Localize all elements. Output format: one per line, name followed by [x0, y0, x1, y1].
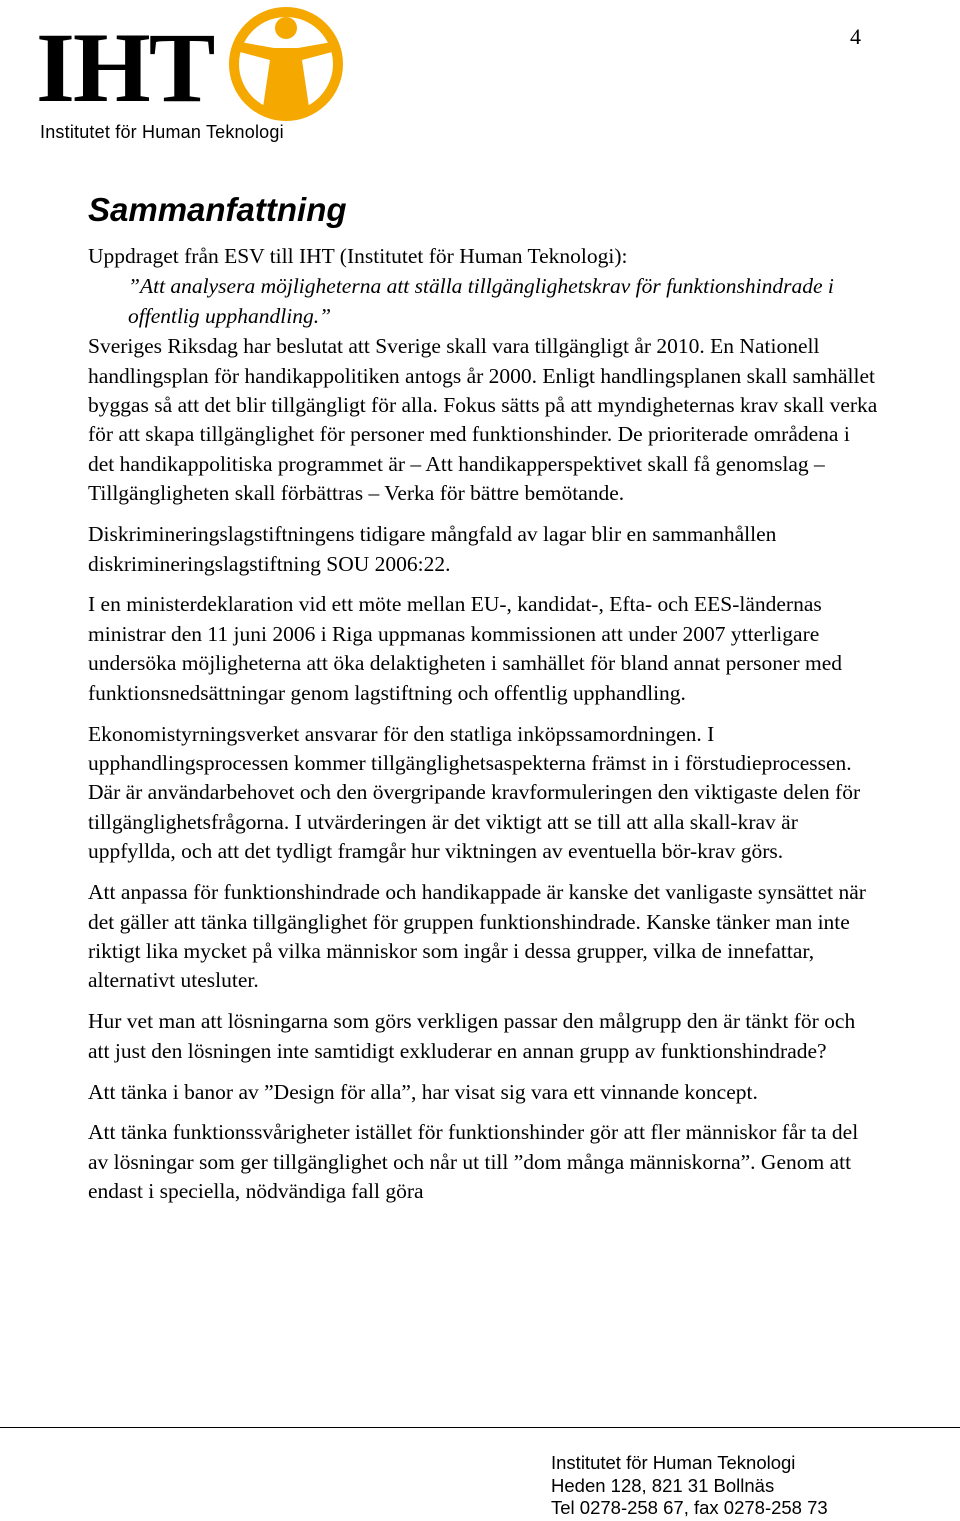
body-paragraph: Ekonomistyrningsverket ansvarar för den statliga inköpssamordningen. I upphandlingsprocessen kommer tillgänglighetsaspekterna främst in i förstudieprocessen. Där är användarbehovet och den övergripande kravformuleringen den viktigaste delen för tillgänglighetsfrågorna. I utvärderingen är det viktigt att se till att alla skall-krav är uppfyllda, och att det tydligt framgår hur viktningen av eventuella bör-krav görs.: [88, 721, 861, 864]
body-paragraph: Sveriges Riksdag har beslutat att Sverige skall vara tillgängligt år 2010. En Nationell handlingsplan för handikappolitiken antogs år 2000. Enligt handlingsplanen skall samhället byggas så att det blir tillgängligt för alla. Fokus sätts på att myndigheternas krav skall verka för att skapa tillgänglighet för personer med funktionshinder. De prioriterade områdena i det handikappolitiska programmet är – Att handikapperspektivet skall få genomslag – Tillgängligheten skall förbättras – Verka för bättre bemötande.: [88, 334, 878, 506]
body-paragraph: I en ministerdeklaration vid ett möte mellan EU-, kandidat-, Efta- och EES-ländernas ministrar den 11 juni 2006 i Riga uppmanas kommissionen att under 2007 ytterligare undersöka möjligheterna att öka delaktigheten i samhället för bland annat personer med funktionsnedsättningar genom lagstiftning och offentlig upphandling.: [88, 592, 843, 705]
footer-divider: [0, 1427, 960, 1428]
document-body: [88, 190, 878, 1218]
body-paragraph: Hur vet man att lösningarna som görs verkligen passar den målgrupp den är tänkt för och att just den lösningen inte samtidigt exkluderar en annan grupp av funktionshindrade?: [88, 1009, 856, 1063]
body-paragraph: Att tänka i banor av ”Design för alla”, har visat sig vara ett vinnande koncept.: [88, 1079, 758, 1104]
section-title: Sammanfattning: [88, 191, 347, 228]
intro-paragraph: Uppdraget från ESV till IHT (Institutet för Human Teknologi):: [88, 244, 628, 268]
footer-organization: Institutet för Human Teknologi: [551, 1452, 796, 1473]
body-paragraph: Att anpassa för funktionshindrade och handikappade är kanske det vanligaste synsättet när det gäller att tänka tillgänglighet för gruppen funktionshindrade. Kanske tänker man inte riktigt lika mycket på vilka människor som ingår i dessa grupper, vilka de innefattar, alternativt utesluter.: [88, 880, 866, 993]
footer: [551, 1452, 828, 1520]
footer-address: Heden 128, 821 31 Bollnäs: [551, 1474, 775, 1496]
body-paragraph: Diskrimineringslagstiftningens tidigare mångfald av lagar blir en sammanhållen diskrimineringslagstiftning SOU 2006:22.: [88, 522, 777, 576]
logo-subtitle: Institutet för Human Teknologi: [40, 122, 284, 142]
logo-letters: IHT: [36, 12, 214, 123]
assignment-quote: ”Att analysera möjligheterna att ställa tillgänglighetskrav för funktionshindrade i offentlig upphandling.”: [128, 274, 834, 328]
footer-contact: Tel 0278-258 67, fax 0278-258 73: [551, 1497, 828, 1518]
iht-logo: [36, 4, 346, 144]
person-figure-icon: [226, 4, 346, 124]
body-paragraph: Att tänka funktionssvårigheter istället för funktionshinder gör att fler människor får ta del av lösningar som ger tillgänglighet och når ut till ”dom många människorna”. Genom att endast i speciella, nödvändiga fall göra: [88, 1120, 859, 1204]
page-number: 4: [850, 24, 861, 49]
